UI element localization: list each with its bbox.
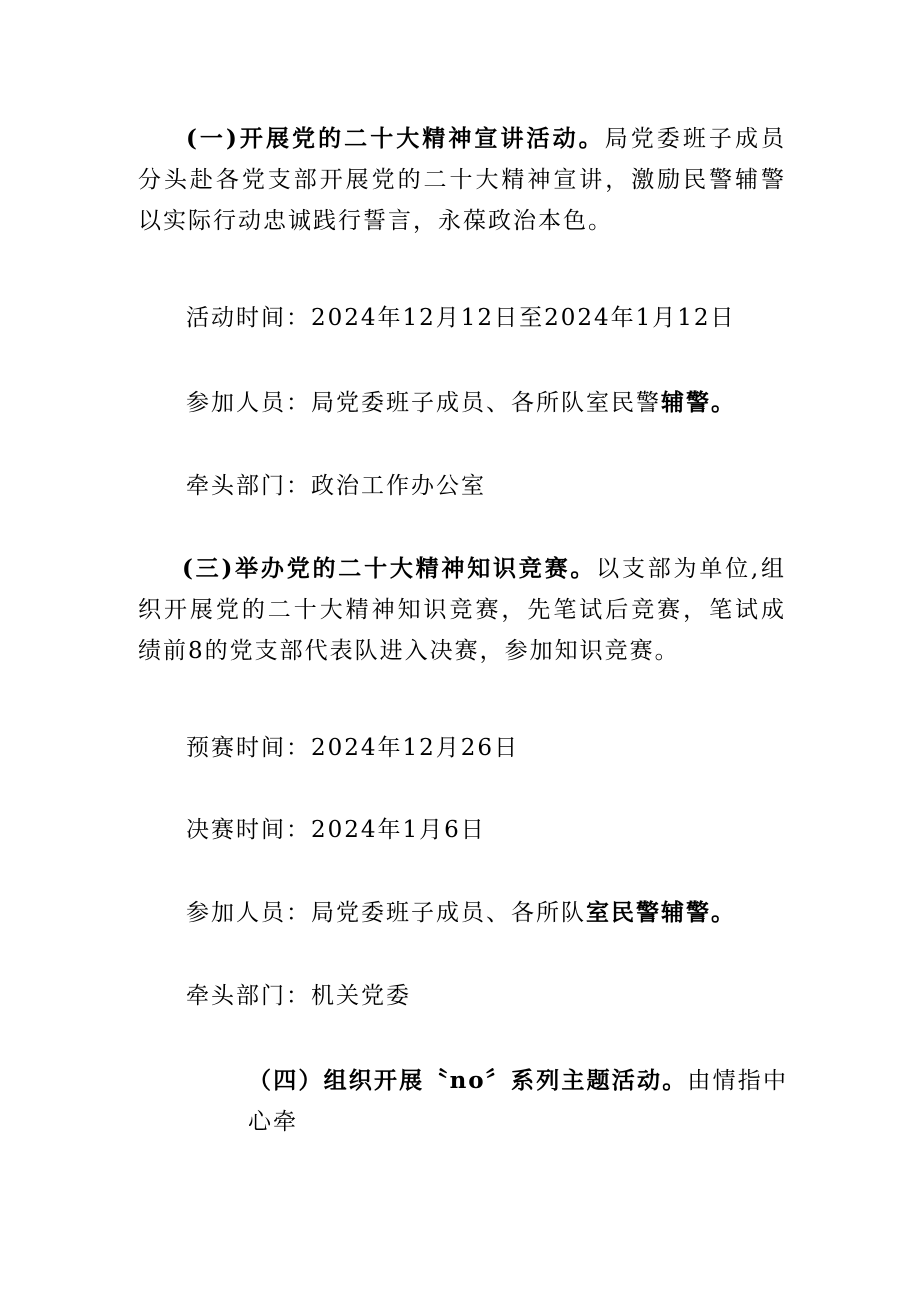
- section-3-participants: [186, 892, 736, 934]
- section-3-body: 以支部为单位,组织开展党的二十大精神知识竞赛，先笔试后竞赛，笔试成绩前8的党支部代表队进入决赛，参加知识竞赛。: [138, 556, 787, 664]
- section-3-prelim-time: 预赛时间：2024年12月26日: [186, 735, 520, 761]
- section-1-body: 局党委班子成员分头赴各党支部开展党的二十大精神宣讲，激励民警辅警以实际行动忠诚践行誓言，永葆政治本色。: [138, 126, 787, 234]
- section-4-body: 由情指中心牵: [248, 1068, 788, 1135]
- section-3-final-time: 决赛时间：2024年1月6日: [186, 817, 486, 843]
- section-1-paragraph: [138, 118, 786, 242]
- section-1-heading: (一)开展党的二十大精神宣讲活动。: [186, 125, 605, 152]
- section-3-lead-department: 牵头部门：机关党委: [186, 983, 411, 1009]
- section-4-heading: （四）组织开展〝no〞系列主题活动。: [248, 1067, 688, 1094]
- section-4-paragraph: [248, 1060, 788, 1143]
- section-3-heading: (三)举办党的二十大精神知识竞赛。: [182, 555, 597, 582]
- section-1-participants-bold: 辅警。: [661, 389, 736, 416]
- section-1-lead-department: 牵头部门：政治工作办公室: [186, 473, 486, 499]
- section-3-participants-text: 参加人员：局党委班子成员、各所队: [186, 900, 586, 926]
- section-1-time: 活动时间：2024年12月12日至2024年1月12日: [186, 305, 736, 331]
- section-1-participants: [186, 382, 736, 424]
- section-3-participants-bold: 室民警辅警。: [586, 899, 736, 926]
- section-3-paragraph: [138, 548, 786, 672]
- section-1-participants-text: 参加人员：局党委班子成员、各所队室民警: [186, 390, 661, 416]
